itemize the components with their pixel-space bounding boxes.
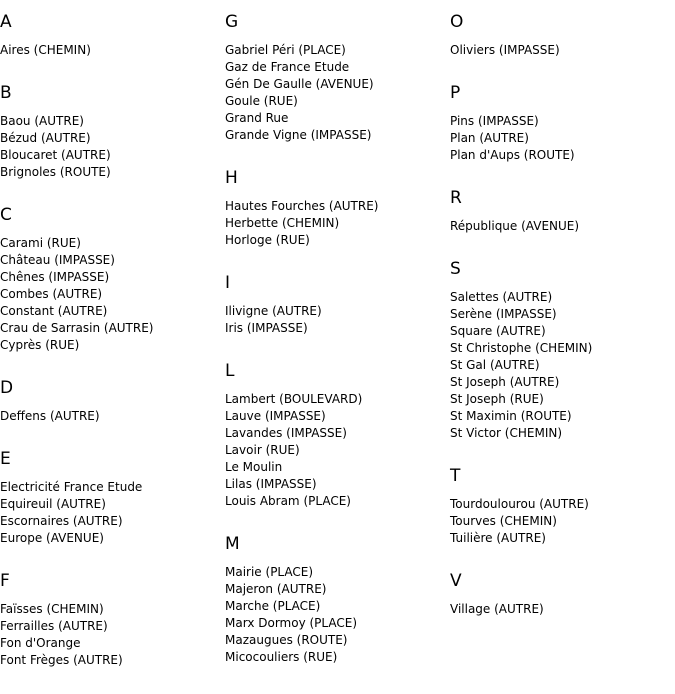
letter-heading: P	[450, 83, 461, 103]
letter-heading: H	[225, 168, 238, 188]
street-list	[450, 113, 672, 164]
street-link[interactable]: Fon d'Orange	[0, 636, 81, 650]
street-link[interactable]: Europe (AVENUE)	[0, 531, 104, 545]
street-link[interactable]: Ferrailles (AUTRE)	[0, 619, 108, 633]
street-link[interactable]: Escornaires (AUTRE)	[0, 514, 123, 528]
letter-group	[225, 533, 447, 666]
street-link[interactable]: Oliviers (IMPASSE)	[450, 43, 560, 57]
letter-group	[0, 204, 222, 354]
letter-heading: R	[450, 188, 462, 208]
street-list	[0, 235, 222, 354]
street-link[interactable]: Lambert (BOULEVARD)	[225, 392, 363, 406]
street-link[interactable]: Grande Vigne (IMPASSE)	[225, 128, 372, 142]
street-link[interactable]: Ilivigne (AUTRE)	[225, 304, 322, 318]
letter-group	[225, 360, 447, 510]
letter-group	[450, 465, 672, 547]
letter-group	[450, 11, 672, 59]
letter-heading: L	[225, 361, 235, 381]
letter-group	[450, 258, 672, 442]
street-link[interactable]: Goule (RUE)	[225, 94, 298, 108]
street-link[interactable]: Lavoir (RUE)	[225, 443, 300, 457]
street-list	[0, 408, 222, 425]
letter-group	[450, 82, 672, 164]
street-link[interactable]: St Joseph (AUTRE)	[450, 375, 560, 389]
letter-group	[0, 570, 222, 669]
letter-heading: S	[450, 259, 461, 279]
letter-group	[0, 377, 222, 425]
street-link[interactable]: Bloucaret (AUTRE)	[0, 148, 111, 162]
street-link[interactable]: Tuilière (AUTRE)	[450, 531, 546, 545]
street-link[interactable]: Brignoles (ROUTE)	[0, 165, 111, 179]
street-link[interactable]: Pins (IMPASSE)	[450, 114, 539, 128]
letter-heading: B	[0, 83, 12, 103]
street-link[interactable]: République (AVENUE)	[450, 219, 580, 233]
letter-heading: D	[0, 378, 14, 398]
street-link[interactable]: Crau de Sarrasin (AUTRE)	[0, 321, 154, 335]
letter-group	[0, 448, 222, 547]
street-list	[0, 479, 222, 547]
letter-group	[0, 82, 222, 181]
letter-heading: E	[0, 449, 11, 469]
street-link[interactable]: Château (IMPASSE)	[0, 253, 115, 267]
letter-heading: M	[225, 534, 240, 554]
street-link[interactable]: Tourves (CHEMIN)	[450, 514, 557, 528]
letter-heading: F	[0, 571, 10, 591]
street-list	[0, 42, 222, 59]
letter-heading: A	[0, 12, 12, 32]
street-link[interactable]: Hautes Fourches (AUTRE)	[225, 199, 379, 213]
street-link[interactable]: Font Frèges (AUTRE)	[0, 653, 123, 667]
street-list	[450, 218, 672, 235]
street-link[interactable]: Carami (RUE)	[0, 236, 81, 250]
street-link[interactable]: Aires (CHEMIN)	[0, 43, 91, 57]
letter-heading: V	[450, 571, 462, 591]
street-list	[0, 601, 222, 669]
street-link[interactable]: Gaz de France Etude	[225, 60, 350, 74]
street-link[interactable]: Cyprès (RUE)	[0, 338, 80, 352]
street-link[interactable]: Micocouliers (RUE)	[225, 650, 338, 664]
street-link[interactable]: Majeron (AUTRE)	[225, 582, 327, 596]
letter-group	[225, 11, 447, 144]
street-link[interactable]: Mairie (PLACE)	[225, 565, 314, 579]
street-link[interactable]: Combes (AUTRE)	[0, 287, 103, 301]
street-list	[450, 496, 672, 547]
street-link[interactable]: Plan (AUTRE)	[450, 131, 529, 145]
street-link[interactable]: Lavandes (IMPASSE)	[225, 426, 347, 440]
street-link[interactable]: Marx Dormoy (PLACE)	[225, 616, 358, 630]
street-link[interactable]: Le Moulin	[225, 460, 283, 474]
street-list	[450, 289, 672, 442]
index-column	[0, 11, 222, 692]
street-list	[450, 601, 672, 618]
letter-group	[225, 167, 447, 249]
street-link[interactable]: Lilas (IMPASSE)	[225, 477, 317, 491]
street-link[interactable]: Herbette (CHEMIN)	[225, 216, 340, 230]
street-link[interactable]: Serène (IMPASSE)	[450, 307, 557, 321]
letter-group	[450, 570, 672, 618]
street-link[interactable]: St Joseph (RUE)	[450, 392, 544, 406]
street-link[interactable]: Marche (PLACE)	[225, 599, 321, 613]
street-link[interactable]: Tourdoulourou (AUTRE)	[450, 497, 589, 511]
street-link[interactable]: Chênes (IMPASSE)	[0, 270, 110, 284]
street-link[interactable]: Louis Abram (PLACE)	[225, 494, 351, 508]
street-link[interactable]: St Maximin (ROUTE)	[450, 409, 572, 423]
street-link[interactable]: Iris (IMPASSE)	[225, 321, 308, 335]
letter-group	[0, 11, 222, 59]
street-link[interactable]: Square (AUTRE)	[450, 324, 546, 338]
street-list	[225, 391, 447, 510]
street-link[interactable]: St Christophe (CHEMIN)	[450, 341, 593, 355]
street-link[interactable]: Lauve (IMPASSE)	[225, 409, 326, 423]
letter-heading: C	[0, 205, 12, 225]
street-link[interactable]: Gén De Gaulle (AVENUE)	[225, 77, 374, 91]
letter-heading: G	[225, 12, 239, 32]
street-link[interactable]: Equireuil (AUTRE)	[0, 497, 106, 511]
letter-heading: O	[450, 12, 464, 32]
street-link[interactable]: St Victor (CHEMIN)	[450, 426, 563, 440]
street-list	[225, 42, 447, 144]
street-link[interactable]: Bézud (AUTRE)	[0, 131, 91, 145]
street-link[interactable]: Faïsses (CHEMIN)	[0, 602, 104, 616]
street-link[interactable]: Horloge (RUE)	[225, 233, 310, 247]
street-link[interactable]: Grand Rue	[225, 111, 289, 125]
letter-group	[450, 187, 672, 235]
index-column	[450, 11, 672, 641]
street-link[interactable]: Village (AUTRE)	[450, 602, 544, 616]
street-link[interactable]: St Gal (AUTRE)	[450, 358, 540, 372]
street-link[interactable]: Gabriel Péri (PLACE)	[225, 43, 346, 57]
street-list	[225, 198, 447, 249]
letter-heading: I	[225, 273, 231, 293]
letter-group	[225, 272, 447, 337]
street-link[interactable]: Deffens (AUTRE)	[0, 409, 100, 423]
street-list	[450, 42, 672, 59]
street-link[interactable]: Constant (AUTRE)	[0, 304, 108, 318]
street-link[interactable]: Electricité France Etude	[0, 480, 143, 494]
street-list	[225, 564, 447, 666]
index-column	[225, 11, 447, 689]
street-list	[225, 303, 447, 337]
street-link[interactable]: Plan d'Aups (ROUTE)	[450, 148, 575, 162]
street-link[interactable]: Salettes (AUTRE)	[450, 290, 553, 304]
street-link[interactable]: Baou (AUTRE)	[0, 114, 84, 128]
street-link[interactable]: Mazaugues (ROUTE)	[225, 633, 348, 647]
letter-heading: T	[450, 466, 461, 486]
street-list	[0, 113, 222, 181]
